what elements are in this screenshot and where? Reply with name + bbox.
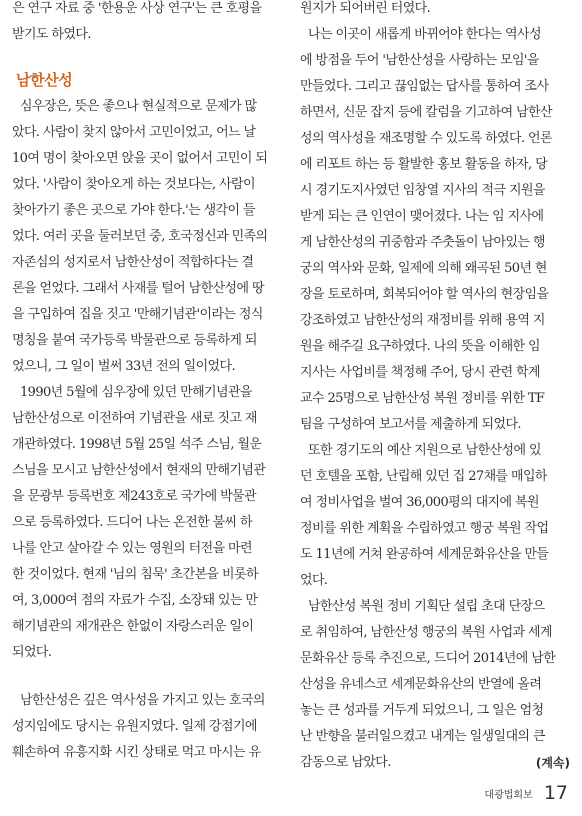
text-line: 훼손하여 유흥지화 시킨 상태로 먹고 마시는 유 <box>12 745 261 760</box>
text-line: 찾아가기 좋은 곳으로 가야 한다.'는 생각이 들 <box>12 203 255 218</box>
text-line: 을 구입하여 집을 짓고 '만해기념관'이라는 정식 <box>12 307 263 322</box>
text-line: 남한산성으로 이전하여 기념관을 새로 짓고 재 <box>12 411 257 426</box>
text-line: 지사는 사업비를 책정해 주어, 당시 관련 학계 <box>300 365 540 380</box>
text-line: 하면서, 신문 잡지 등에 칼럼을 기고하여 남한산 <box>300 105 552 120</box>
text-line: 놓는 큰 성과를 거두게 되었으니, 그 일은 엄청 <box>300 703 544 718</box>
text-line: 해기념관의 재개관은 한없이 자랑스러운 일이 <box>12 619 254 634</box>
text-line: 었다. <box>300 573 328 588</box>
text-line: 은 연구 자료 중 '한용운 사상 연구'는 큰 호평을 <box>12 1 262 16</box>
text-line: 난 반향을 불러일으켰고 내게는 일생일대의 큰 <box>300 729 545 744</box>
text-line: 심우장은, 뜻은 좋으나 현실적으로 문제가 많 <box>20 99 257 114</box>
text-line: 감동으로 남았다. <box>300 755 391 770</box>
text-line: 만들었다. 그리고 끊임없는 답사를 통하여 조사 <box>300 79 549 94</box>
text-line: 장을 토로하며, 회복되어야 할 역사의 현장임을 <box>300 287 549 302</box>
text-line: 원지가 되어버린 터였다. <box>300 1 431 16</box>
text-line: 받게 되는 큰 인연이 맺어졌다. 나는 임 지사에 <box>300 209 544 224</box>
text-line: 문화유산 등록 추진으로, 드디어 2014년에 남한 <box>300 651 556 666</box>
text-line: 10여 명이 찾아오면 앉을 곳이 없어서 고민이 되 <box>12 151 268 166</box>
text-line: 또한 경기도의 예산 지원으로 남한산성에 있 <box>308 443 541 458</box>
text-line: 스님을 모시고 남한산성에서 현재의 만해기념관 <box>12 463 266 478</box>
text-line: 던 호텔을 포함, 난립해 있던 집 27채를 매입하 <box>300 469 547 484</box>
text-line: 에 리포트 하는 등 활발한 홍보 활동을 하자, 당 <box>300 157 548 172</box>
text-line: 도 11년에 거쳐 완공하여 세계문화유산을 만들 <box>300 547 549 562</box>
text-line: 강조하였고 남한산성의 재정비를 위해 용역 지 <box>300 313 545 328</box>
text-line: 을 문광부 등록번호 제243호로 국가에 박물관 <box>12 489 256 504</box>
text-line: 로 취임하여, 남한산성 행궁의 복원 사업과 세계 <box>300 625 552 640</box>
text-line: 산성을 유네스코 세계문화유산의 반열에 올려 <box>300 677 542 692</box>
text-line: 원을 해주길 요구하였다. 나의 뜻을 이해한 임 <box>300 339 540 354</box>
text-line: 었다. 여러 곳을 둘러보던 중, 호국정신과 민족의 <box>12 229 268 244</box>
text-line: 정비를 위한 계획을 수립하였고 행궁 복원 작업 <box>300 521 549 536</box>
section-heading: 남한산성 <box>16 71 73 89</box>
page-number: 17 <box>543 782 568 804</box>
publication-name: 대광법회보 <box>484 789 533 801</box>
text-line: 으로 등록하였다. 드디어 나는 온전한 불씨 하 <box>12 515 252 530</box>
text-line: 한 것이었다. 현재 '님의 침묵' 초간본을 비롯하 <box>12 567 258 582</box>
text-line: 에 방점을 두어 '남한산성을 사랑하는 모임'을 <box>300 53 539 68</box>
text-line: 았다. 사람이 찾지 않아서 고민이었고, 어느 날 <box>12 125 256 140</box>
text-line: 개관하였다. 1998년 5월 25일 석주 스님, 월운 <box>12 437 262 452</box>
text-line: 받기도 하였다. <box>12 27 91 42</box>
text-line: 게 남한산성의 귀중함과 주춧돌이 남아있는 행 <box>300 235 545 250</box>
text-line: 궁의 역사와 문화, 일제에 의해 왜곡된 50년 현 <box>300 261 547 276</box>
text-line: 여 정비사업을 벌여 36,000평의 대지에 복원 <box>300 495 539 510</box>
text-line: 었다. '사람이 찾아오게 하는 것보다는, 사람이 <box>12 177 255 192</box>
text-line: 1990년 5월에 심우장에 있던 만해기념관을 <box>20 385 252 400</box>
page-footer <box>484 782 568 804</box>
continued-label: (계속) <box>535 756 570 770</box>
text-line: 교수 25명으로 남한산성 복원 정비를 위한 TF <box>300 391 545 406</box>
text-line: 성지임에도 당시는 유원지였다. 일제 강점기에 <box>12 719 257 734</box>
text-line: 되었다. <box>12 645 52 660</box>
text-line: 나는 이곳이 새롭게 바뀌어야 한다는 역사성 <box>308 27 541 42</box>
text-line: 성의 역사성을 재조명할 수 있도록 하였다. 언론 <box>300 131 552 146</box>
text-line: 남한산성 복원 정비 기획단 설립 초대 단장으 <box>308 599 545 614</box>
text-line: 시 경기도지사였던 임창열 지사의 적극 지원을 <box>300 183 545 198</box>
text-line: 명칭을 붙여 국가등록 박물관으로 등록하게 되 <box>12 333 257 348</box>
text-line: 남한산성은 깊은 역사성을 가지고 있는 호국의 <box>20 693 265 708</box>
text-line: 팀을 구성하여 보고서를 제출하게 되었다. <box>300 417 521 432</box>
text-line: 자존심의 성지로서 남한산성이 적합하다는 결 <box>12 255 254 270</box>
text-line: 론을 얻었다. 그래서 사재를 털어 남한산성에 땅 <box>12 281 264 296</box>
text-line: 나를 안고 살아갈 수 있는 영원의 터전을 마련 <box>12 541 252 556</box>
text-line: 여, 3,000여 점의 자료가 수집, 소장돼 있는 만 <box>12 593 258 608</box>
text-line: 었으니, 그 일이 벌써 33년 전의 일이었다. <box>12 359 235 374</box>
